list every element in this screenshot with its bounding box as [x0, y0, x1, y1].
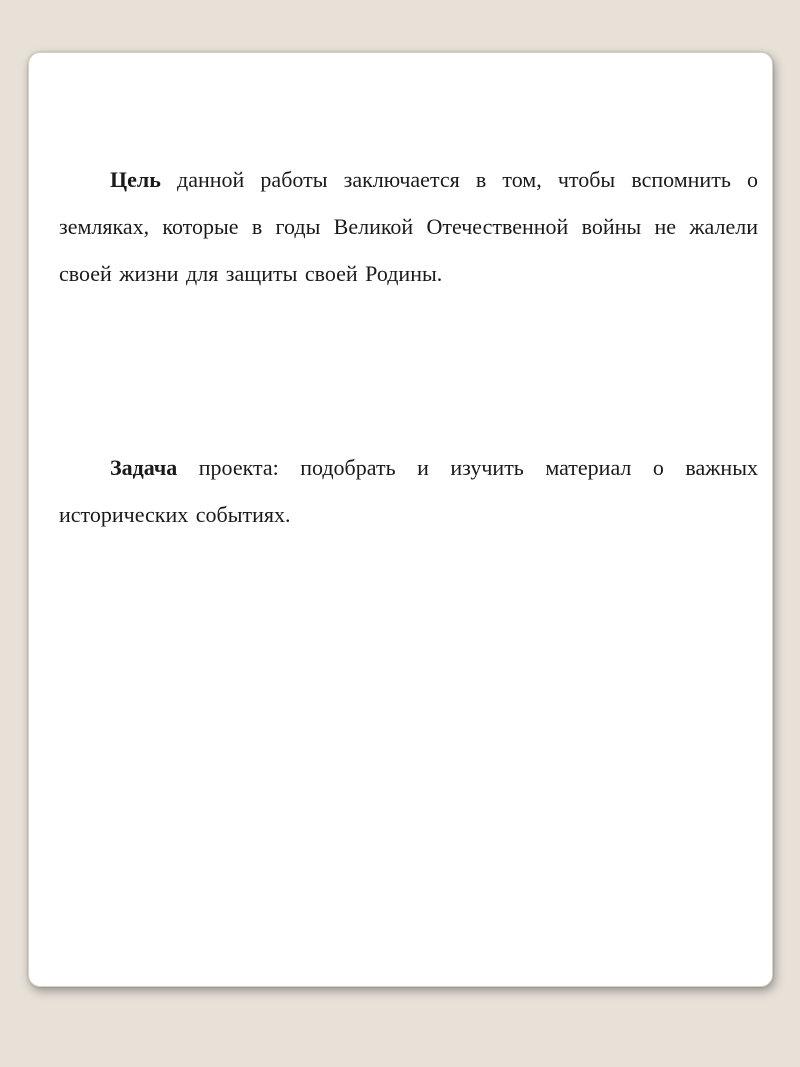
- goal-text: данной работы заключается в том, чтобы вспомнить о земляках, которые в годы Великой Отечественной войны не жалели своей жизни для защиты своей Родины.: [59, 167, 758, 286]
- goal-lead: Цель: [110, 167, 161, 192]
- slide-card: [28, 52, 773, 987]
- task-paragraph: [59, 444, 758, 538]
- task-text: проекта: подобрать и изучить материал о важных исторических событиях.: [59, 455, 758, 527]
- task-lead: Задача: [110, 455, 178, 480]
- goal-paragraph: [59, 156, 758, 297]
